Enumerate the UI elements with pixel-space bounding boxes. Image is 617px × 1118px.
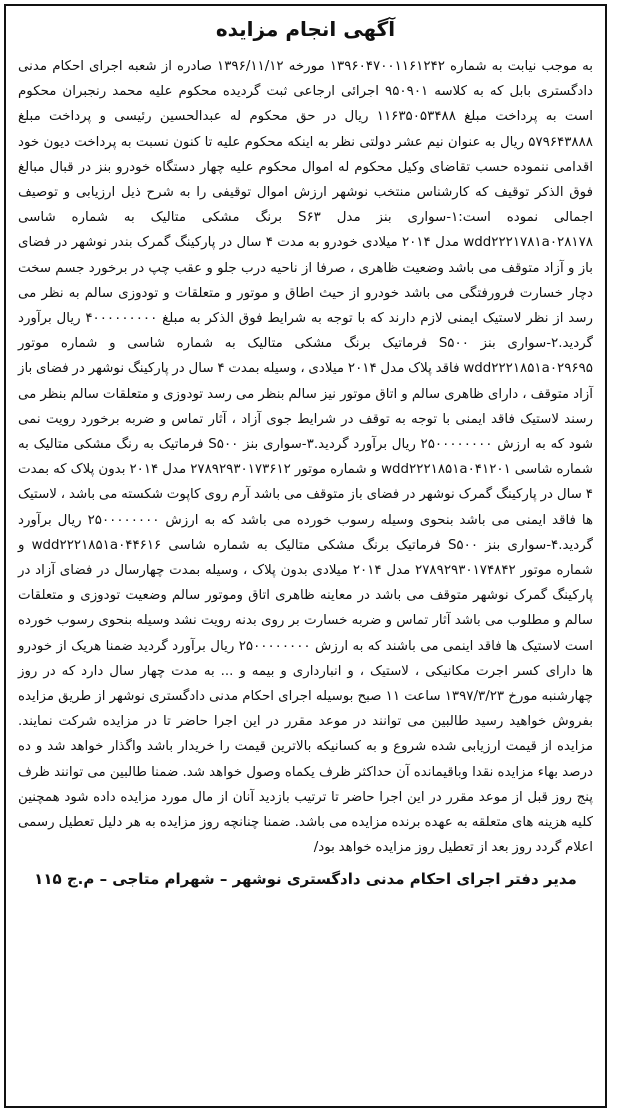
notice-signature: مدیر دفتر اجرای احکام مدنی دادگستری نوشهر – شهرام متاجی – م.ج ۱۱۵: [34, 869, 577, 888]
notice-title: آگهی انجام مزایده: [215, 17, 396, 41]
notice-frame: [4, 4, 607, 1108]
notice-body: به موجب نیابت به شماره ۱۳۹۶۰۴۷۰۰۱۱۶۱۲۴۲ مورخه ۱۳۹۶/۱۱/۱۲ صادره از شعبه اجرای احکام مدنی دادگستری بابل که به کلاسه ۹۵۰۹۰۱ اجرائی ارجاعی ثبت گردیده محکوم علیه محمد رنجبران محکوم است به پرداخت مبلغ ۱۱۶۳۵۰۵۳۴۸۸ ریال در حق محکوم له عبدالحسین رئیسی و پرداخت مبلغ ۵۷۹۶۴۳۸۸۸ ریال به عنوان نیم عشر دولتی نظر به اینکه محکوم علیه تا کنون نسبت به پرداخت دیون خود اقدامی ننموده حسب تقاضای وکیل محکوم له اموال محکوم علیه چهار دستگاه خودرو بنز در قبال مبالغ فوق الذکر توقیف که کارشناس منتخب نوشهر ارزش اموال توقیفی را به شرح ذیل ارزیابی و توصیف اجمالی نموده است:۱-سواری بنز مدل S۶۳ برنگ مشکی متالیک به شماره شاسی wdd۲۲۲۱۷۸۱a۰۲۸۱۷۸ مدل ۲۰۱۴ میلادی خودرو به مدت ۴ سال در پارکینگ گمرک بندر نوشهر در فضای باز و آزاد متوقف می باشد وضعیت ظاهری ، صرفا از ناحیه درب جلو و عقب چپ در برخورد جسم سخت دچار خسارت فرورفتگی می باشد خودرو از حیث اطاق و موتور و متعلقات و تودوزی سالم به نظر می رسد از نظر لاستیک ایمنی لازم دارند که با توجه به شرایط فوق الذکر به مبلغ ۴۰۰۰۰۰۰۰۰۰ ریال برآورد گردید.۲-سواری بنز S۵۰۰ فرماتیک برنگ مشکی متالیک به شماره شاسی و شماره موتور wdd۲۲۲۱۸۵۱a۰۲۹۶۹۵ فاقد پلاک مدل ۲۰۱۴ میلادی ، وسیله بمدت ۴ سال در پارکینگ نوشهر در فضای باز آزاد متوقف ، دارای ظاهری سالم و اتاق موتور نیز سالم بنظر می رسد تودوزی و متعلقات سالم بنظر می رسند لاستیک فاقد ایمنی با توجه به توقف در شرایط جوی آزاد ، آثار تماس و ضربه برخورد رویت نمی شود که به ارزش ۲۵۰۰۰۰۰۰۰۰ ریال برآورد گردید.۳-سواری بنز S۵۰۰ فرماتیک به رنگ مشکی متالیک به شماره شاسی wdd۲۲۲۱۸۵۱a۰۴۱۲۰۱ و شماره موتور ۲۷۸۹۲۹۳۰۱۷۳۶۱۲ مدل ۲۰۱۴ بدون پلاک که بمدت ۴ سال در پارکینگ گمرک نوشهر در فضای باز متوقف می باشد آرم روی کاپوت شکسته می باشد ، لاستیک ها فاقد ایمنی می باشد بنحوی وسیله رسوب خورده می باشد که به ارزش ۲۵۰۰۰۰۰۰۰۰ ریال برآورد گردید.۴-سواری بنز S۵۰۰ فرماتیک برنگ مشکی متالیک به شماره شاسی wdd۲۲۲۱۸۵۱a۰۴۴۶۱۶ و شماره موتور ۲۷۸۹۲۹۳۰۱۷۴۸۴۲ مدل ۲۰۱۴ میلادی بدون پلاک ، وسیله بمدت چهارسال در فضای آزاد در پارکینگ گمرک نوشهر متوقف می باشد در معاینه ظاهری اتاق وموتور سالم وضعیت تودوزی و متعلقات سالم و مطلوب می باشد آثار تماس و ضربه خسارت بر روی بدنه رویت نشد وسیله بنحوی رسوب خورده است لاستیک ها فاقد اینمی می باشند که به ارزش ۲۵۰۰۰۰۰۰۰۰ ریال برآورد گردید ضمنا هریک از خودرو ها دارای کسر اجرت مکانیکی ، لاستیک ، و انبارداری و بیمه و ... به مدت چهار سال دارد که در روز چهارشنبه مورخ ۱۳۹۷/۳/۲۳ ساعت ۱۱ صبح بوسیله اجرای احکام مدنی دادگستری نوشهر از طریق مزایده بفروش خواهید رسید طالبین می توانند در موعد مقرر در این اجرا حاضر تا در مزایده شرکت نمایند. مزایده از قیمت ارزیابی شده شروع و به کسانیکه بالاترین قیمت را خریدار باشد واگذار خواهد شد و ده درصد بهاء مزایده نقدا وباقیمانده آن حداکثر ظرف یکماه وصول خواهد شد. ضمنا طالبین می توانند ظرف پنج روز قبل از موعد مقرر در این اجرا حاضر تا ترتیب بازدید آنان از مال مورد مزایده داده شود همچنین کلیه هزینه های متعلقه به عهده برنده مزایده می باشد. ضمنا چنانچه روز مزایده به هر دلیل تعطیل رسمی اعلام گردد روز بعد از تعطیل روز مزایده خواهد بود/: [18, 59, 594, 856]
